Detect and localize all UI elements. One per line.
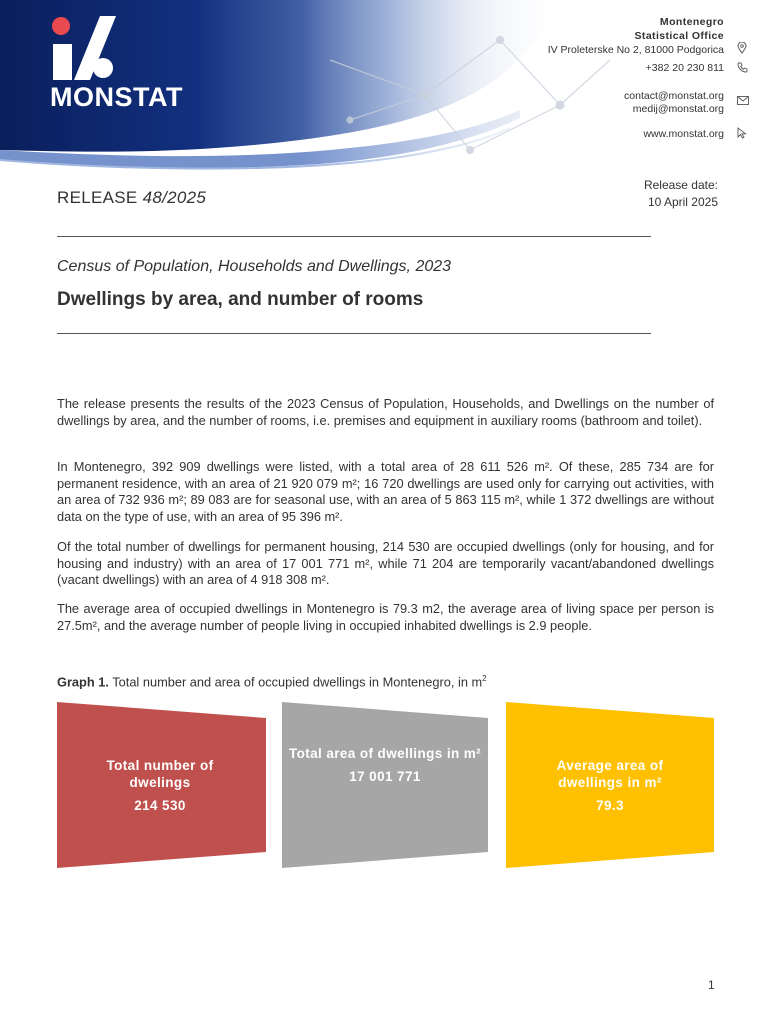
box-average-area-value: 79.3 [596,798,624,813]
box-total-number-text [85,757,235,814]
box-total-area-text [287,745,483,785]
email-contact[interactable]: contact@monstat.org [624,90,724,102]
email-media[interactable]: medij@monstat.org [632,103,724,115]
release-id: 48/2025 [142,188,207,207]
paragraph-averages: The average area of occupied dwellings in Montenegro is 79.3 m2, the average area of living space per person is 27.5m², and the average number of people living in occupied inhabited dwellings is 2.9 people. [57,601,714,633]
website-link[interactable]: www.monstat.org [643,128,724,140]
paragraph-occupied: Of the total number of dwellings for permanent housing, 214 530 are occupied dwellings (only for housing, and for housing and industry) with an area of 17 001 771 m², while 71 204 are temporarily vacant/abandoned dwellings (vacant dwellings) with an area of 4 918 308 m². [57,539,714,587]
logo-text: MONSTAT [50,82,183,112]
box-total-area-value: 17 001 771 [349,769,421,784]
box-total-area-label: Total area of dwellings in m² [288,746,482,761]
box-total-number-label: Total number of dwelings [106,758,214,790]
release-date-label: Release date: [643,178,718,192]
address: IV Proleterske No 2, 81000 Podgorica [547,44,724,56]
release-date: 10 April 2025 [647,195,718,209]
page-number: 1 [708,978,715,992]
box-average-area-label: Average area of dwellings in m² [556,758,664,790]
paragraph-totals: In Montenegro, 392 909 dwellings were listed, with a total area of 28 611 526 m². Of these, 285 734 are for permanent residence, with an area of 21 920 079 m²; 16 720 dwellings are used only for carrying out activities, with an area of 732 936 m²; 89 083 are for seasonal use, with an area of 5 863 115 m², while 1 372 dwellings are without data on the type of use, with an area of 95 396 m². [57,459,714,524]
box-average-area-text [530,757,690,814]
box-total-number-value: 214 530 [134,798,186,813]
org-name-line1: Montenegro [659,16,724,28]
page-title: Dwellings by area, and number of rooms [57,289,424,310]
graph-caption-sup: 2 [482,674,487,683]
phone: +382 20 230 811 [645,62,724,74]
paragraph-intro: The release presents the results of the 2023 Census of Population, Households, and Dwellings on the number of dwellings by area, and the number of rooms, i.e. premises and equipment in auxiliary rooms (bathroom and toilet). [57,396,714,428]
graph-caption-text: Total number and area of occupied dwellings in Montenegro, in m [108,674,483,690]
census-title: Census of Population, Households and Dwellings, 2023 [57,258,452,275]
box-total-area [282,702,488,868]
org-name-line2: Statistical Office [634,29,724,42]
release-label: RELEASE [57,188,138,207]
graph-caption-label: Graph 1. [57,674,109,690]
